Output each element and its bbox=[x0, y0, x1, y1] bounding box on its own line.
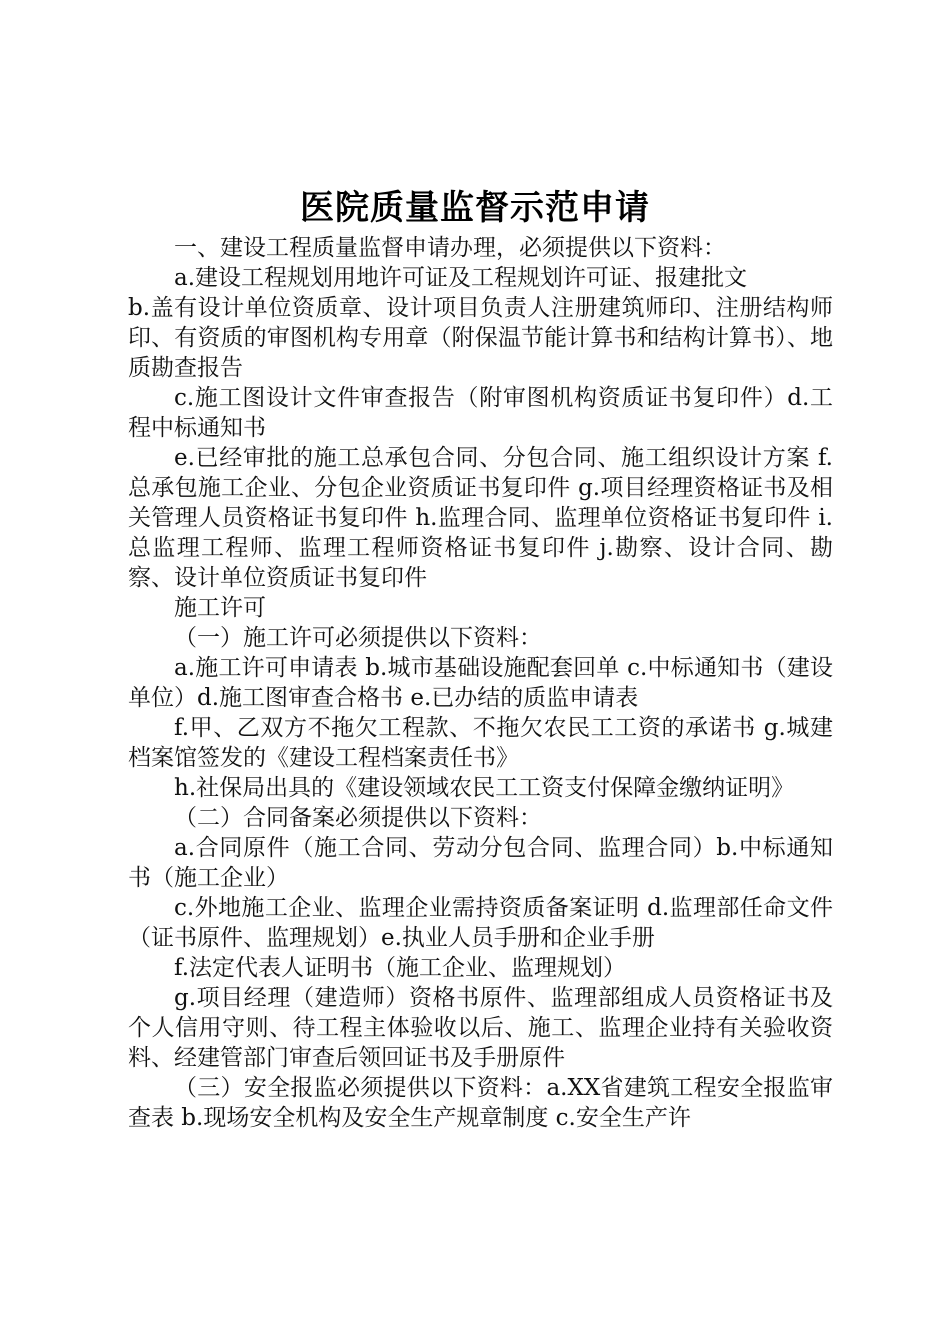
paragraph-contract-f: f.法定代表人证明书（施工企业、监理规划） bbox=[174, 955, 627, 981]
paragraph-contract-c-e: c.外地施工企业、监理企业需持资质备案证明 d.监理部任命文件（证书原件、监理规划）e.执业人员手册和企业手册 bbox=[128, 895, 833, 951]
paragraph-safety-heading: （三）安全报监必须提供以下资料：a.XX省建筑工程安全报监审查表 b.现场安全机构及安全生产规章制度 c.安全生产许 bbox=[128, 1075, 833, 1131]
paragraph-construction-permit: 施工许可 bbox=[174, 595, 266, 621]
document-body bbox=[128, 233, 833, 1133]
paragraph-permit-f-g: f.甲、乙双方不拖欠工程款、不拖欠农民工工资的承诺书 g.城建档案馆签发的《建设工程档案责任书》 bbox=[128, 715, 833, 771]
paragraph-permit-h: h.社保局出具的《建设领域农民工工资支付保障金缴纳证明》 bbox=[174, 775, 795, 801]
paragraph-section-1-heading: 一、建设工程质量监督申请办理，必须提供以下资料： bbox=[174, 235, 726, 261]
paragraph-permit-heading: （一）施工许可必须提供以下资料： bbox=[174, 625, 542, 651]
paragraph-contract-g: g.项目经理（建造师）资格书原件、监理部组成人员资格证书及个人信用守则、待工程主体验收以后、施工、监理企业持有关验收资料、经建管部门审查后领回证书及手册原件 bbox=[128, 985, 833, 1071]
paragraph-permit-a-e: a.施工许可申请表 b.城市基础设施配套回单 c.中标通知书（建设单位）d.施工图审查合格书 e.已办结的质监申请表 bbox=[128, 655, 833, 711]
paragraph-contract-heading: （二）合同备案必须提供以下资料： bbox=[174, 805, 542, 831]
paragraph-item-c-d: c.施工图设计文件审查报告（附审图机构资质证书复印件）d.工程中标通知书 bbox=[128, 385, 833, 441]
paragraph-contract-a-b: a.合同原件（施工合同、劳动分包合同、监理合同）b.中标通知书（施工企业） bbox=[128, 835, 833, 891]
document-title: 医院质量监督示范申请 bbox=[300, 188, 650, 228]
paragraph-item-b: b.盖有设计单位资质章、设计项目负责人注册建筑师印、注册结构师印、有资质的审图机构专用章（附保温节能计算书和结构计算书）、地质勘查报告 bbox=[128, 295, 833, 381]
paragraph-item-a: a.建设工程规划用地许可证及工程规划许可证、报建批文 bbox=[174, 265, 748, 291]
paragraph-item-e-j: e.已经审批的施工总承包合同、分包合同、施工组织设计方案 f.总承包施工企业、分包企业资质证书复印件 g.项目经理资格证书及相关管理人员资格证书复印件 h.监理合同、监理单位资格证书复印件 i.总监理工程师、监理工程师资格证书复印件 j.勘察、设计合同、勘察、设计单位资质证书复印件 bbox=[128, 445, 833, 591]
